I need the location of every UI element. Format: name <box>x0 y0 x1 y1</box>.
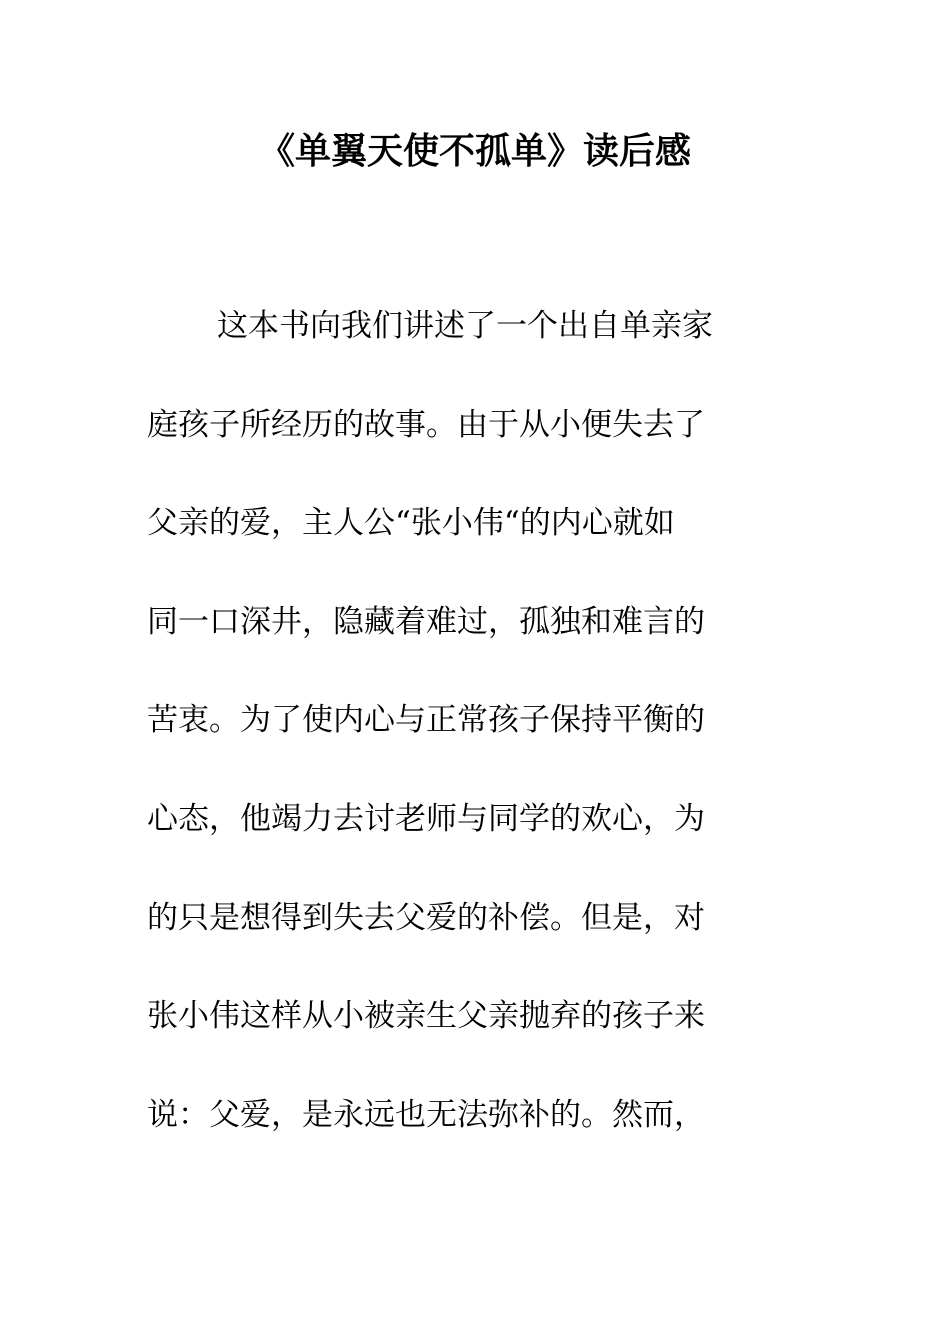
paragraph-line: 这本书向我们讲述了一个出自单亲家 <box>217 308 713 344</box>
paragraph-line: 心态，他竭力去讨老师与同学的欢心，为 <box>147 800 705 837</box>
paragraph-line: 同一口深井，隐藏着难过，孤独和难言的 <box>147 603 705 640</box>
body-paragraph <box>147 298 787 1185</box>
paragraph-line: 父亲的爱，主人公“张小伟“的内心就如 <box>147 505 675 542</box>
document-title: 《单翼天使不孤单》读后感 <box>258 131 691 172</box>
paragraph-line: 的只是想得到失去父爱的补偿。但是，对 <box>147 899 705 936</box>
paragraph-line: 庭孩子所经历的故事。由于从小便失去了 <box>147 406 705 443</box>
paragraph-line: 张小伟这样从小被亲生父亲抛弃的孩子来 <box>147 998 705 1035</box>
paragraph-line: 苦衷。为了使内心与正常孩子保持平衡的 <box>147 702 705 739</box>
paragraph-line: 说：父爱，是永远也无法弥补的。然而， <box>147 1096 705 1133</box>
